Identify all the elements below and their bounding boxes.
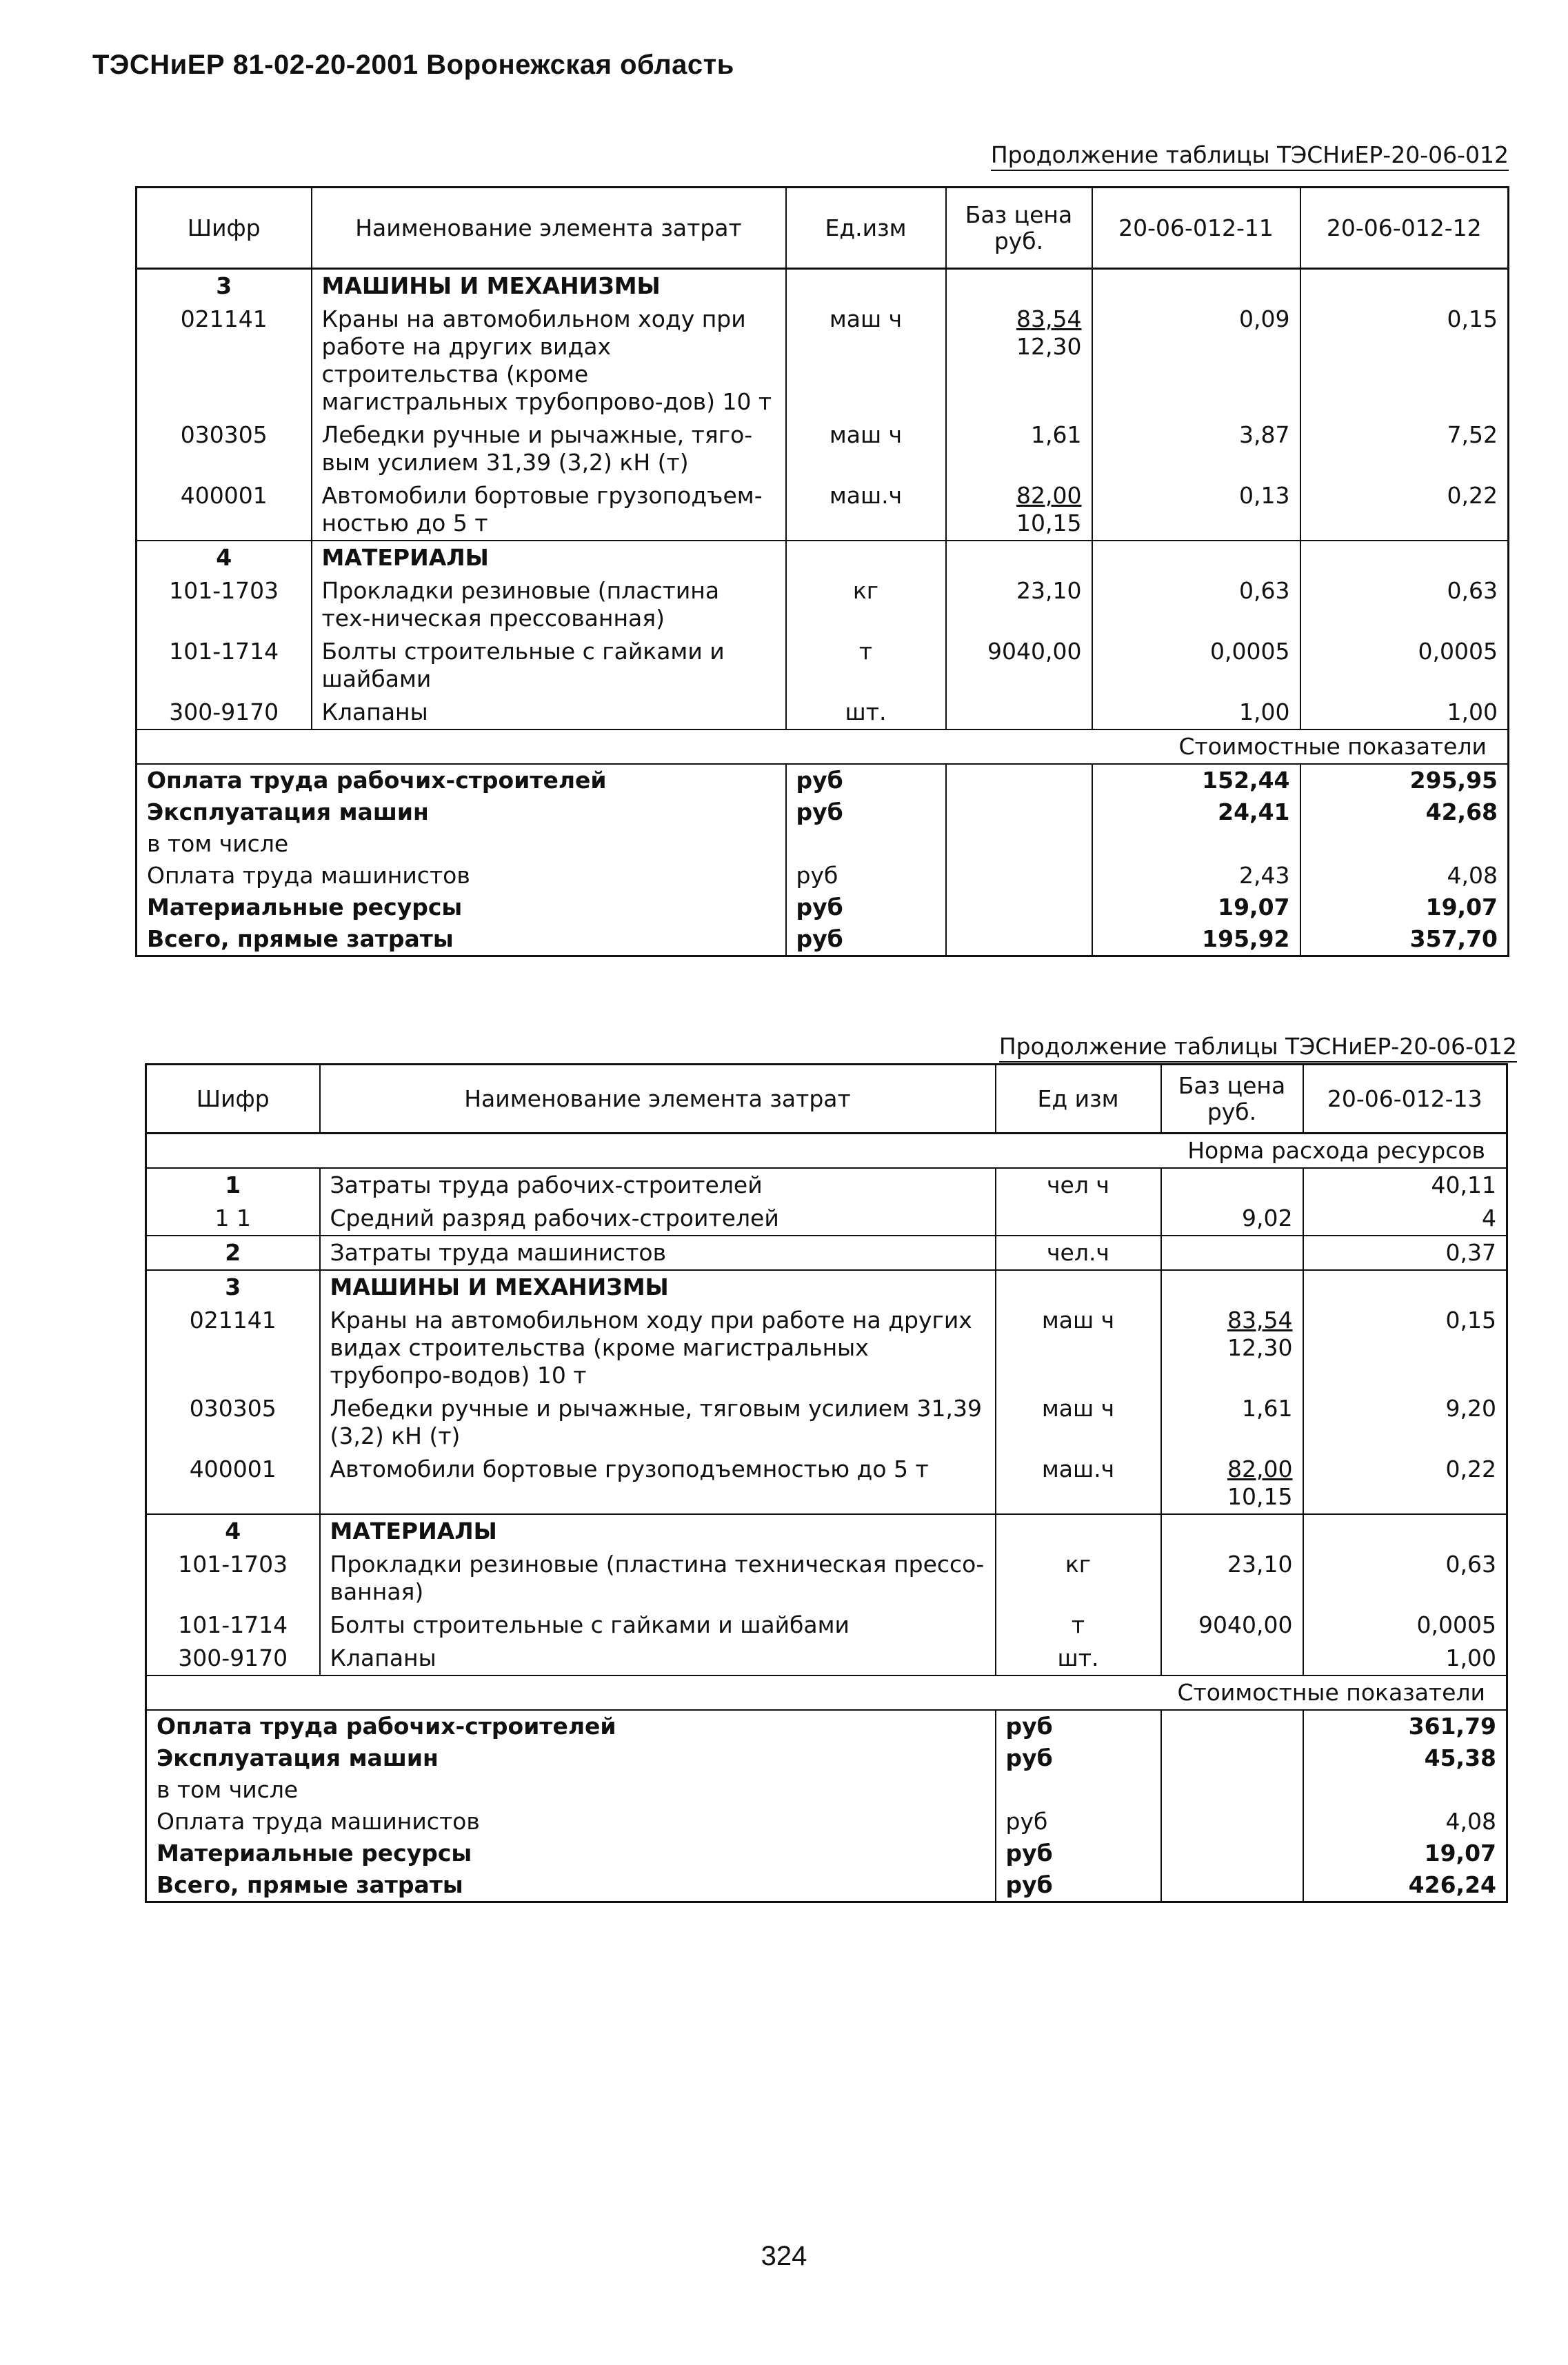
total-name: Эксплуатация машин (157, 1744, 439, 1771)
row-norm-11: 3,87 (1092, 419, 1300, 479)
price-cell (1161, 1168, 1303, 1202)
table-cell (1300, 269, 1509, 303)
band-spacer (137, 729, 1092, 764)
cost-indicators-row (146, 1675, 1507, 1710)
totals-row (137, 764, 1509, 796)
row-norm-12: 0,0005 (1300, 635, 1509, 696)
row-code: 030305 (189, 1395, 277, 1422)
row-norm-13: 4 (1303, 1202, 1507, 1236)
total-value-11: 195,92 (1092, 923, 1300, 956)
row-name: Лебедки ручные и рычажные, тяговым усилием 31,39 (3,2) кН (т) (320, 1392, 996, 1453)
row-norm-11: 0,13 (1092, 479, 1300, 541)
total-value-13 (1303, 1774, 1507, 1806)
total-unit: руб (996, 1742, 1161, 1774)
row-unit: маш ч (996, 1304, 1161, 1392)
page-number: 324 (761, 2241, 807, 2271)
section-row (146, 1514, 1507, 1548)
row-norm-13: 0,15 (1303, 1304, 1507, 1392)
row-code: 101-1714 (178, 1611, 288, 1638)
row-name: Краны на автомобильном ходу при работе на других видах строительства (кроме магистральных трубопрово-дов) 10 т (312, 303, 786, 419)
row-code: 300-9170 (169, 698, 279, 725)
section-row (137, 541, 1509, 574)
row-code: 1 1 (214, 1205, 251, 1231)
table-cell (1092, 541, 1300, 574)
price-subvalue: 12,30 (1016, 333, 1082, 360)
totals-row (146, 1806, 1507, 1838)
col-unit: Ед.изм (786, 188, 946, 269)
table-cell (1092, 269, 1300, 303)
row-name: Болты строительные с гайками и шайбами (312, 635, 786, 696)
table-cell (946, 269, 1092, 303)
row-unit: шт. (996, 1642, 1161, 1675)
section-code: 3 (146, 1270, 320, 1304)
total-name: Оплата труда рабочих-строителей (147, 767, 607, 794)
table-row (137, 479, 1509, 541)
table-row (137, 303, 1509, 419)
total-value-12: 4,08 (1300, 860, 1509, 892)
table-row (146, 1168, 1507, 1202)
row-code: 400001 (180, 482, 268, 509)
row-name: Автомобили бортовые грузоподъем-ностью до 5 т (312, 479, 786, 541)
row-norm-12: 0,22 (1300, 479, 1509, 541)
row-name: Краны на автомобильном ходу при работе на других видах строительства (кроме магистральных трубопро-водов) 10 т (320, 1304, 996, 1392)
row-name: Затраты труда машинистов (320, 1236, 996, 1270)
row-code: 1 (225, 1171, 241, 1198)
table-row (146, 1202, 1507, 1236)
totals-row (146, 1869, 1507, 1902)
row-name: Средний разряд рабочих-строителей (320, 1202, 996, 1236)
totals-row (137, 860, 1509, 892)
row-name: Прокладки резиновые (пластина тех-ническая прессованная) (312, 574, 786, 635)
price-cell (946, 696, 1092, 729)
totals-row (146, 1710, 1507, 1742)
table1 (135, 186, 1509, 957)
totals-row (137, 828, 1509, 860)
row-name: Затраты труда рабочих-строителей (320, 1168, 996, 1202)
total-value-12 (1300, 828, 1509, 860)
price-value: 23,10 (1016, 577, 1082, 604)
price-cell: 9,02 (1161, 1202, 1303, 1236)
row-name: Прокладки резиновые (пластина техническая прессо-ванная) (320, 1548, 996, 1609)
total-name: Всего, прямые затраты (157, 1871, 463, 1898)
total-name: Всего, прямые затраты (147, 925, 454, 952)
row-norm-12: 0,15 (1300, 303, 1509, 419)
total-name: Оплата труда машинистов (157, 1808, 480, 1835)
totals-row (137, 923, 1509, 956)
price-subvalue: 10,15 (1016, 510, 1082, 536)
total-value-13: 361,79 (1303, 1710, 1507, 1742)
col-norm-11: 20-06-012-11 (1092, 188, 1300, 269)
col-norm-12: 20-06-012-12 (1300, 188, 1509, 269)
row-code: 101-1703 (178, 1551, 288, 1578)
band-title: Норма расхода ресурсов (1161, 1134, 1507, 1169)
table1-caption: Продолжение таблицы ТЭСНиЕР-20-06-012 (991, 141, 1509, 171)
price-value: 83,54 (1016, 305, 1082, 332)
row-norm-12: 0,63 (1300, 574, 1509, 635)
band-spacer (146, 1134, 1161, 1169)
total-unit: руб (786, 892, 946, 923)
band-spacer (146, 1675, 1161, 1710)
section-name: МАТЕРИАЛЫ (320, 1514, 996, 1548)
totals-row (146, 1742, 1507, 1774)
table-cell (1161, 1514, 1303, 1548)
row-code: 400001 (189, 1456, 277, 1482)
row-unit: т (996, 1609, 1161, 1642)
row-norm-13: 0,63 (1303, 1548, 1507, 1609)
total-value-11: 152,44 (1092, 764, 1300, 796)
row-unit: чел.ч (996, 1236, 1161, 1270)
total-value-11: 19,07 (1092, 892, 1300, 923)
price-cell (1161, 1236, 1303, 1270)
row-norm-13: 1,00 (1303, 1642, 1507, 1675)
totals-row (146, 1838, 1507, 1869)
row-code: 101-1703 (169, 577, 279, 604)
price-cell (1161, 1548, 1303, 1609)
price-cell (946, 635, 1092, 696)
row-unit: кг (996, 1548, 1161, 1609)
table-cell (946, 541, 1092, 574)
price-cell (1161, 1304, 1303, 1392)
row-norm-11: 0,09 (1092, 303, 1300, 419)
total-value-12: 295,95 (1300, 764, 1509, 796)
total-name: Эксплуатация машин (147, 798, 429, 825)
price-value: 23,10 (1227, 1551, 1293, 1578)
row-code: 021141 (180, 305, 268, 332)
price-value: 82,00 (1227, 1456, 1293, 1482)
row-name: Клапаны (320, 1642, 996, 1675)
total-empty (946, 860, 1092, 892)
row-unit: маш.ч (786, 479, 946, 541)
row-unit: маш ч (786, 303, 946, 419)
total-unit: руб (996, 1838, 1161, 1869)
norm-row (146, 1134, 1507, 1169)
price-cell (946, 419, 1092, 479)
price-cell (946, 303, 1092, 419)
total-empty (1161, 1710, 1303, 1742)
price-value: 1,61 (1242, 1395, 1293, 1422)
total-unit: руб (996, 1869, 1161, 1902)
total-value-13: 4,08 (1303, 1806, 1507, 1838)
table-cell (996, 1514, 1161, 1548)
table-cell (1303, 1514, 1507, 1548)
section-code: 4 (137, 541, 312, 574)
total-empty (1161, 1774, 1303, 1806)
col-price: Баз цена руб. (1161, 1065, 1303, 1134)
total-value-13: 19,07 (1303, 1838, 1507, 1869)
table-row (146, 1642, 1507, 1675)
col-code: Шифр (137, 188, 312, 269)
table-row (146, 1453, 1507, 1514)
section-name: МАТЕРИАЛЫ (312, 541, 786, 574)
total-name: в том числе (157, 1776, 299, 1803)
price-value: 82,00 (1016, 482, 1082, 509)
section-name: МАШИНЫ И МЕХАНИЗМЫ (312, 269, 786, 303)
row-unit: маш.ч (996, 1453, 1161, 1514)
col-price: Баз цена руб. (946, 188, 1092, 269)
total-empty (946, 796, 1092, 828)
price-subvalue: 12,30 (1227, 1334, 1293, 1361)
price-cell (946, 574, 1092, 635)
row-unit (996, 1202, 1161, 1236)
table2-header-row (146, 1065, 1507, 1134)
price-value: 9040,00 (1198, 1611, 1293, 1638)
total-value-12: 19,07 (1300, 892, 1509, 923)
cost-indicators-row (137, 729, 1509, 764)
table-cell (786, 269, 946, 303)
totals-row (137, 892, 1509, 923)
total-empty (946, 764, 1092, 796)
row-norm-12: 1,00 (1300, 696, 1509, 729)
total-value-11 (1092, 828, 1300, 860)
price-cell (1161, 1453, 1303, 1514)
row-code: 300-9170 (178, 1644, 288, 1671)
totals-row (146, 1774, 1507, 1806)
section-name: МАШИНЫ И МЕХАНИЗМЫ (320, 1270, 996, 1304)
total-empty (946, 828, 1092, 860)
total-unit (786, 828, 946, 860)
row-unit: кг (786, 574, 946, 635)
total-unit: руб (786, 923, 946, 956)
row-norm-13: 40,11 (1303, 1168, 1507, 1202)
table-row (146, 1392, 1507, 1453)
total-value-11: 24,41 (1092, 796, 1300, 828)
table-row (146, 1609, 1507, 1642)
row-code: 101-1714 (169, 638, 279, 665)
total-unit: руб (786, 796, 946, 828)
total-value-11: 2,43 (1092, 860, 1300, 892)
row-norm-11: 0,0005 (1092, 635, 1300, 696)
price-cell (1161, 1609, 1303, 1642)
total-empty (1161, 1806, 1303, 1838)
row-name: Лебедки ручные и рычажные, тяго-вым усилием 31,39 (3,2) кН (т) (312, 419, 786, 479)
price-cell (1161, 1642, 1303, 1675)
row-unit: маш ч (786, 419, 946, 479)
total-name: Оплата труда рабочих-строителей (157, 1713, 616, 1740)
table-cell (1303, 1270, 1507, 1304)
table-cell (996, 1270, 1161, 1304)
total-empty (946, 923, 1092, 956)
total-name: Оплата труда машинистов (147, 862, 470, 889)
row-unit: шт. (786, 696, 946, 729)
row-norm-13: 0,37 (1303, 1236, 1507, 1270)
band-title: Стоимостные показатели (1161, 1675, 1507, 1710)
price-value: 9040,00 (987, 638, 1082, 665)
table-row (137, 419, 1509, 479)
row-norm-11: 1,00 (1092, 696, 1300, 729)
col-name: Наименование элемента затрат (320, 1065, 996, 1134)
price-cell (1161, 1392, 1303, 1453)
row-name: Автомобили бортовые грузоподъемностью до 5 т (320, 1453, 996, 1514)
table-row (146, 1236, 1507, 1270)
row-unit: чел ч (996, 1168, 1161, 1202)
total-value-13: 426,24 (1303, 1869, 1507, 1902)
row-norm-13: 0,0005 (1303, 1609, 1507, 1642)
price-cell (946, 479, 1092, 541)
total-value-12: 357,70 (1300, 923, 1509, 956)
total-unit: руб (996, 1710, 1161, 1742)
total-unit: руб (996, 1806, 1161, 1838)
section-row (137, 269, 1509, 303)
section-code: 3 (216, 272, 232, 299)
section-code: 4 (146, 1514, 320, 1548)
row-unit: т (786, 635, 946, 696)
row-name: Клапаны (312, 696, 786, 729)
section-row (146, 1270, 1507, 1304)
row-code: 030305 (180, 421, 268, 448)
total-value-13: 45,38 (1303, 1742, 1507, 1774)
table-row (137, 635, 1509, 696)
table2-caption: Продолжение таблицы ТЭСНиЕР-20-06-012 (999, 1033, 1517, 1063)
col-name: Наименование элемента затрат (312, 188, 786, 269)
table-row (146, 1304, 1507, 1392)
total-unit: руб (786, 860, 946, 892)
row-norm-13: 0,22 (1303, 1453, 1507, 1514)
total-name: Материальные ресурсы (157, 1840, 472, 1866)
total-empty (1161, 1838, 1303, 1869)
row-code: 021141 (189, 1307, 277, 1334)
price-subvalue: 10,15 (1227, 1483, 1293, 1510)
row-norm-11: 0,63 (1092, 574, 1300, 635)
total-name: в том числе (147, 830, 289, 857)
table2 (145, 1063, 1508, 1903)
row-name: Болты строительные с гайками и шайбами (320, 1609, 996, 1642)
table-row (137, 574, 1509, 635)
row-unit: маш ч (996, 1392, 1161, 1453)
table1-header-row (137, 188, 1509, 269)
table-row (146, 1548, 1507, 1609)
table-row (137, 696, 1509, 729)
total-value-12: 42,68 (1300, 796, 1509, 828)
total-empty (946, 892, 1092, 923)
page-title: ТЭСНиЕР 81-02-20-2001 Воронежская область (92, 50, 734, 80)
total-unit (996, 1774, 1161, 1806)
total-unit: руб (786, 764, 946, 796)
table-cell (1161, 1270, 1303, 1304)
col-norm-13: 20-06-012-13 (1303, 1065, 1507, 1134)
price-value: 83,54 (1227, 1307, 1293, 1334)
row-norm-12: 7,52 (1300, 419, 1509, 479)
band-title: Стоимостные показатели (1092, 729, 1509, 764)
totals-row (137, 796, 1509, 828)
total-empty (1161, 1742, 1303, 1774)
col-unit: Ед изм (996, 1065, 1161, 1134)
total-empty (1161, 1869, 1303, 1902)
total-name: Материальные ресурсы (147, 894, 463, 920)
row-norm-13: 9,20 (1303, 1392, 1507, 1453)
row-code: 2 (146, 1236, 320, 1270)
price-value: 1,61 (1031, 421, 1082, 448)
col-code: Шифр (146, 1065, 320, 1134)
table-cell (786, 541, 946, 574)
table-cell (1300, 541, 1509, 574)
